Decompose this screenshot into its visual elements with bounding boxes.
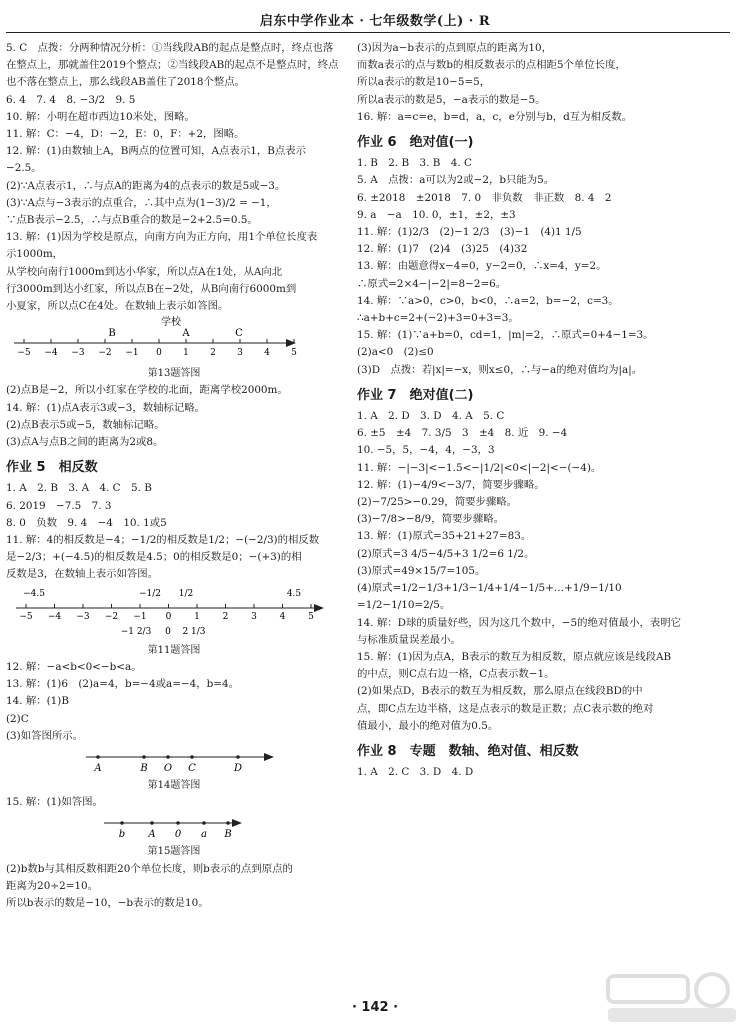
text-line: 6. 2019 −7.5 7. 3: [6, 499, 112, 512]
text-line: (3)−7/8>−8/9，简要步骤略。: [357, 513, 505, 526]
text-line: (3)点A与点B之间的距离为2或8。: [6, 436, 164, 449]
text-line: ∴a+b+c=2+(−2)+3=0+3=3。: [357, 312, 519, 325]
left-block-b: [6, 382, 342, 451]
text-line: 示1000m，: [6, 248, 64, 261]
text-line: (3)∵A点与−3表示的点重合，∴其中点为(1−3)/2 = −1，: [6, 196, 277, 209]
text-line: 12. 解：(1)由数轴上A，B两点的位置可知，A点表示1，B点表示: [6, 145, 307, 158]
text-line: (2)C: [6, 712, 29, 725]
page-number: · 142 ·: [351, 1000, 399, 1015]
text-line: (4)原式=1/2−1/3+1/3−1/4+1/4−1/5+…+1/9−1/10: [357, 582, 622, 595]
tick-label: −3: [76, 611, 90, 622]
text-line: 从学校向南行1000m到达小华家，所以点A在1处，从A向北: [6, 265, 283, 278]
tick-label: 4: [279, 611, 286, 622]
tick-label: −4: [44, 348, 58, 359]
page-header: 启东中学作业本 · 七年级数学(上) · R: [259, 14, 491, 29]
text-line: 14. 解：∵a>0，c>0，b<0，∴a=2，b=−2，c=3。: [357, 294, 619, 307]
right-block-d: [357, 764, 729, 781]
text-line: 5. C 点拨：分两种情况分析：①当线段AB的起点是整点时，终点也落: [6, 42, 334, 54]
text-line: ∵点B表示−2.5，∴与点B重合的数是−2+2.5=0.5。: [6, 214, 258, 227]
text-line: 11. 解：(1)2/3 (2)−1 2/3 (3)−1 (4)1 1/5: [357, 226, 582, 239]
tick-label: 0: [165, 611, 172, 622]
text-line: (3)因为a−b表示的点到原点的距离为10，: [357, 42, 552, 54]
tick-label: −1: [125, 348, 139, 359]
text-line: 15. 解：(1)∵a+b=0，cd=1，|m|=2，∴原式=0+4−1=3。: [357, 329, 654, 342]
text-line: −2.5。: [6, 162, 42, 175]
right-block-b: [357, 155, 729, 379]
text-line: =1/2−1/10=2/5。: [357, 599, 451, 612]
point-label: 0: [174, 829, 182, 841]
right-block-c: [357, 408, 729, 735]
right-column: [357, 40, 729, 781]
point-label: D: [233, 762, 243, 774]
text-line: 11. 解：C：−4，D：−2，E：0，F：+2，图略。: [6, 128, 245, 141]
text-line: 所以a表示的数是5，−a表示的数是−5。: [357, 93, 546, 106]
point-label: a: [201, 829, 207, 841]
text-line: 1. B 2. B 3. B 4. C: [357, 157, 472, 170]
text-line: 反数是3，在数轴上表示如答图。: [6, 568, 159, 581]
text-line: 点，即C点左边半格，这是点表示的数是正数；点C表示数的绝对: [357, 702, 654, 715]
tick-label: −4: [47, 611, 62, 622]
text-line: ∴原式=2×4−|−2|=8−2=6。: [357, 277, 507, 290]
text-line: 11. 解：4的相反数是−4；−1/2的相反数是1/2；−(−2/3)的相反数: [6, 534, 320, 547]
tick-label: −2: [104, 611, 119, 622]
point-dot: [190, 755, 194, 759]
left-block-f: [6, 861, 342, 913]
section-title-7: 作业 7 绝对值(二): [357, 387, 474, 403]
number-line-figure-15: [6, 811, 306, 843]
section-title-6: 作业 6 绝对值(一): [357, 135, 474, 151]
tick-label: −2: [98, 348, 112, 359]
right-block-a: [357, 40, 729, 126]
text-line: 所以b表示的数是−10，−b表示的数是10。: [6, 896, 209, 909]
text-line: 在整点上，那就盖住2019个整点；②当线段AB的起点不是整点时，终点: [6, 59, 339, 72]
text-line: 13. 解：由题意得x−4=0，y−2=0，∴x=4，y=2。: [357, 260, 607, 273]
label-top: −4.5: [23, 588, 45, 599]
left-column: [6, 40, 342, 912]
text-line: (3)原式=49×15/7=105。: [357, 564, 486, 577]
text-line: 1. A 2. C 3. D 4. D: [357, 766, 474, 779]
tick-label: 4: [264, 348, 270, 359]
tick-label: 2: [222, 611, 229, 622]
section-title-5: 作业 5 相反数: [6, 460, 98, 476]
section-title-8: 作业 8 专题 数轴、绝对值、相反数: [357, 743, 579, 759]
left-block-a: [6, 40, 342, 315]
text-line: 6. 4 7. 4 8. −3/2 9. 5: [6, 93, 136, 106]
text-line: (2)a<0 (2)≤0: [357, 346, 434, 359]
text-line: 13. 解：(1)6 (2)a=4，b=−4或a=−4，b=4。: [6, 678, 239, 691]
text-line: (2)如果点D，B表示的数互为相反数，那么原点在线段BD的中: [357, 685, 643, 698]
text-line: 11. 解：−|−3|<−1.5<−|1/2|<0<|−2|<−(−4)。: [357, 461, 602, 474]
point-C: C: [235, 328, 243, 340]
label-bottom: 2 1/3: [182, 626, 206, 637]
text-line: 15. 解：(1)如答图。: [6, 796, 103, 809]
point-dot: [120, 822, 124, 826]
tick-label: 1: [194, 611, 200, 622]
axis-arrow-icon: [232, 819, 242, 827]
left-block-d: [6, 659, 342, 745]
text-line: 与标准质量误差最小。: [357, 633, 461, 646]
text-line: 5. A 点拨：a可以为2或−2，b只能为5。: [357, 174, 555, 187]
point-dot: [226, 822, 230, 826]
point-dot: [202, 822, 206, 826]
number-line-figure-14: [6, 745, 306, 777]
text-line: 12. 解：−a<b<0<−b<a。: [6, 660, 142, 673]
text-line: (2)b数b与其相反数相距20个单位长度，则b表示的点到原点的: [6, 862, 293, 875]
tick-label: 5: [308, 611, 314, 622]
header-rule: [6, 32, 730, 33]
text-line: 也不落在整点上，那么线段AB盖住了2018个整点。: [6, 76, 246, 89]
text-line: (2)点B是−2，所以小红家在学校的北面，距离学校2000m。: [6, 384, 288, 397]
left-block-e: [6, 794, 342, 811]
axis-arrow-icon: [314, 604, 324, 612]
figure-caption: 第15题答图: [147, 846, 201, 858]
text-line: 小夏家，所以点C在4处。在数轴上表示如答图。: [6, 300, 229, 313]
figure-caption: 第11题答图: [147, 644, 201, 656]
number-line-figure-11: [6, 584, 326, 642]
text-line: 而数a表示的点与数b的相反数表示的点相距5个单位长度，: [357, 59, 626, 72]
text-line: 值最小，最小的绝对值为0.5。: [357, 719, 499, 732]
label-school: 学校: [161, 317, 181, 329]
point-label: A: [94, 762, 102, 774]
tick-label: 5: [291, 348, 297, 359]
point-label: b: [118, 829, 126, 841]
text-line: 14. 解：(1)点A表示3或−3，数轴标记略。: [6, 401, 206, 414]
text-line: 14. 解：D球的质量好些，因为这几个数中，−5的绝对值最小，表明它: [357, 616, 682, 629]
point-dot: [142, 755, 146, 759]
text-line: 是−2/3；+(−4.5)的相反数是4.5；0的相反数是0；−(+3)的相: [6, 551, 302, 564]
label-bottom: 0: [165, 626, 171, 637]
point-dot: [96, 755, 100, 759]
figure-caption: 第13题答图: [147, 368, 201, 380]
text-line: 16. 解：a=c=e，b=d，a，c，e分别与b，d互为相反数。: [357, 110, 633, 123]
text-line: 的中点，则C点右边一格，C点表示数−1。: [357, 668, 555, 681]
label-top: 4.5: [286, 588, 302, 599]
number-line-figure-13: [6, 315, 306, 365]
watermark-logo-icon: [602, 970, 742, 1026]
point-B: B: [108, 328, 116, 340]
text-line: 所以a表示的数是10−5=5，: [357, 76, 491, 89]
text-line: 15. 解：(1)因为点A，B表示的数互为相反数，原点就应该是线段AB: [357, 650, 672, 663]
text-line: 1. A 2. B 3. A 4. C 5. B: [6, 482, 152, 495]
point-label: B: [140, 762, 148, 774]
tick-label: 3: [251, 611, 257, 622]
point-A: A: [182, 328, 190, 340]
text-line: 6. ±2018 ±2018 7. 0 非负数 非正数 8. 4 2: [357, 191, 612, 204]
point-dot: [166, 755, 170, 759]
text-line: 13. 解：(1)因为学校是原点，向南方向为正方向，用1个单位长度表: [6, 231, 318, 244]
axis-arrow-icon: [264, 753, 274, 761]
tick-label: 0: [156, 348, 162, 359]
text-line: 行3000m到达小红家，所以点B在−2处，从B向南行6000m到: [6, 282, 297, 295]
left-block-c: [6, 480, 342, 583]
tick-label: 2: [210, 348, 216, 359]
tick-label: 1: [183, 348, 189, 359]
text-line: 6. ±5 ±4 7. 3/5 3 ±4 8. 近 9. −4: [357, 427, 568, 440]
label-bottom: −1 2/3: [120, 626, 152, 637]
tick-label: −3: [71, 348, 85, 359]
text-line: 8. 0 负数 9. 4 −4 10. 1或5: [6, 516, 167, 529]
point-dot: [150, 822, 154, 826]
text-line: 13. 解：(1)原式=35+21+27=83。: [357, 530, 532, 543]
point-dot: [176, 822, 180, 826]
text-line: 9. a −a 10. 0，±1，±2，±3: [357, 208, 516, 221]
text-line: 10. −5，5，−4，4，−3，3: [357, 444, 495, 457]
text-line: (2)∵A点表示1，∴与点A的距离为4的点表示的数是5或−3。: [6, 179, 286, 192]
text-line: (2)点B表示5或−5，数轴标记略。: [6, 418, 165, 431]
text-line: (3)D 点拨：若|x|=−x，则x≤0，∴与−a的绝对值均为|a|。: [357, 363, 643, 376]
text-line: 10. 解：小明在超市西边10米处，图略。: [6, 110, 195, 123]
tick-label: −5: [19, 611, 33, 622]
text-line: 14. 解：(1)B: [6, 695, 69, 708]
text-line: (2)原式=3 4/5−4/5+3 1/2=6 1/2。: [357, 547, 535, 560]
tick-label: −5: [17, 348, 31, 359]
point-label: C: [188, 762, 196, 774]
point-dot: [236, 755, 240, 759]
tick-label: 3: [237, 348, 243, 359]
point-label: O: [163, 762, 173, 774]
text-line: 1. A 2. D 3. D 4. A 5. C: [357, 410, 505, 423]
label-top: −1/2: [138, 588, 162, 599]
point-label: A: [148, 829, 156, 841]
tick-label: −1: [133, 611, 147, 622]
text-line: 12. 解：(1)7 (2)4 (3)25 (4)32: [357, 243, 528, 256]
point-label: B: [224, 829, 232, 841]
text-line: (2)−7/25>−0.29，简要步骤略。: [357, 496, 518, 509]
text-line: 12. 解：(1)−4/9<−3/7，简要步骤略。: [357, 478, 545, 491]
label-top: 1/2: [178, 588, 194, 599]
text-line: (3)如答图所示。: [6, 729, 84, 742]
figure-caption: 第14题答图: [147, 779, 201, 791]
text-line: 距离为20÷2=10。: [6, 879, 99, 892]
